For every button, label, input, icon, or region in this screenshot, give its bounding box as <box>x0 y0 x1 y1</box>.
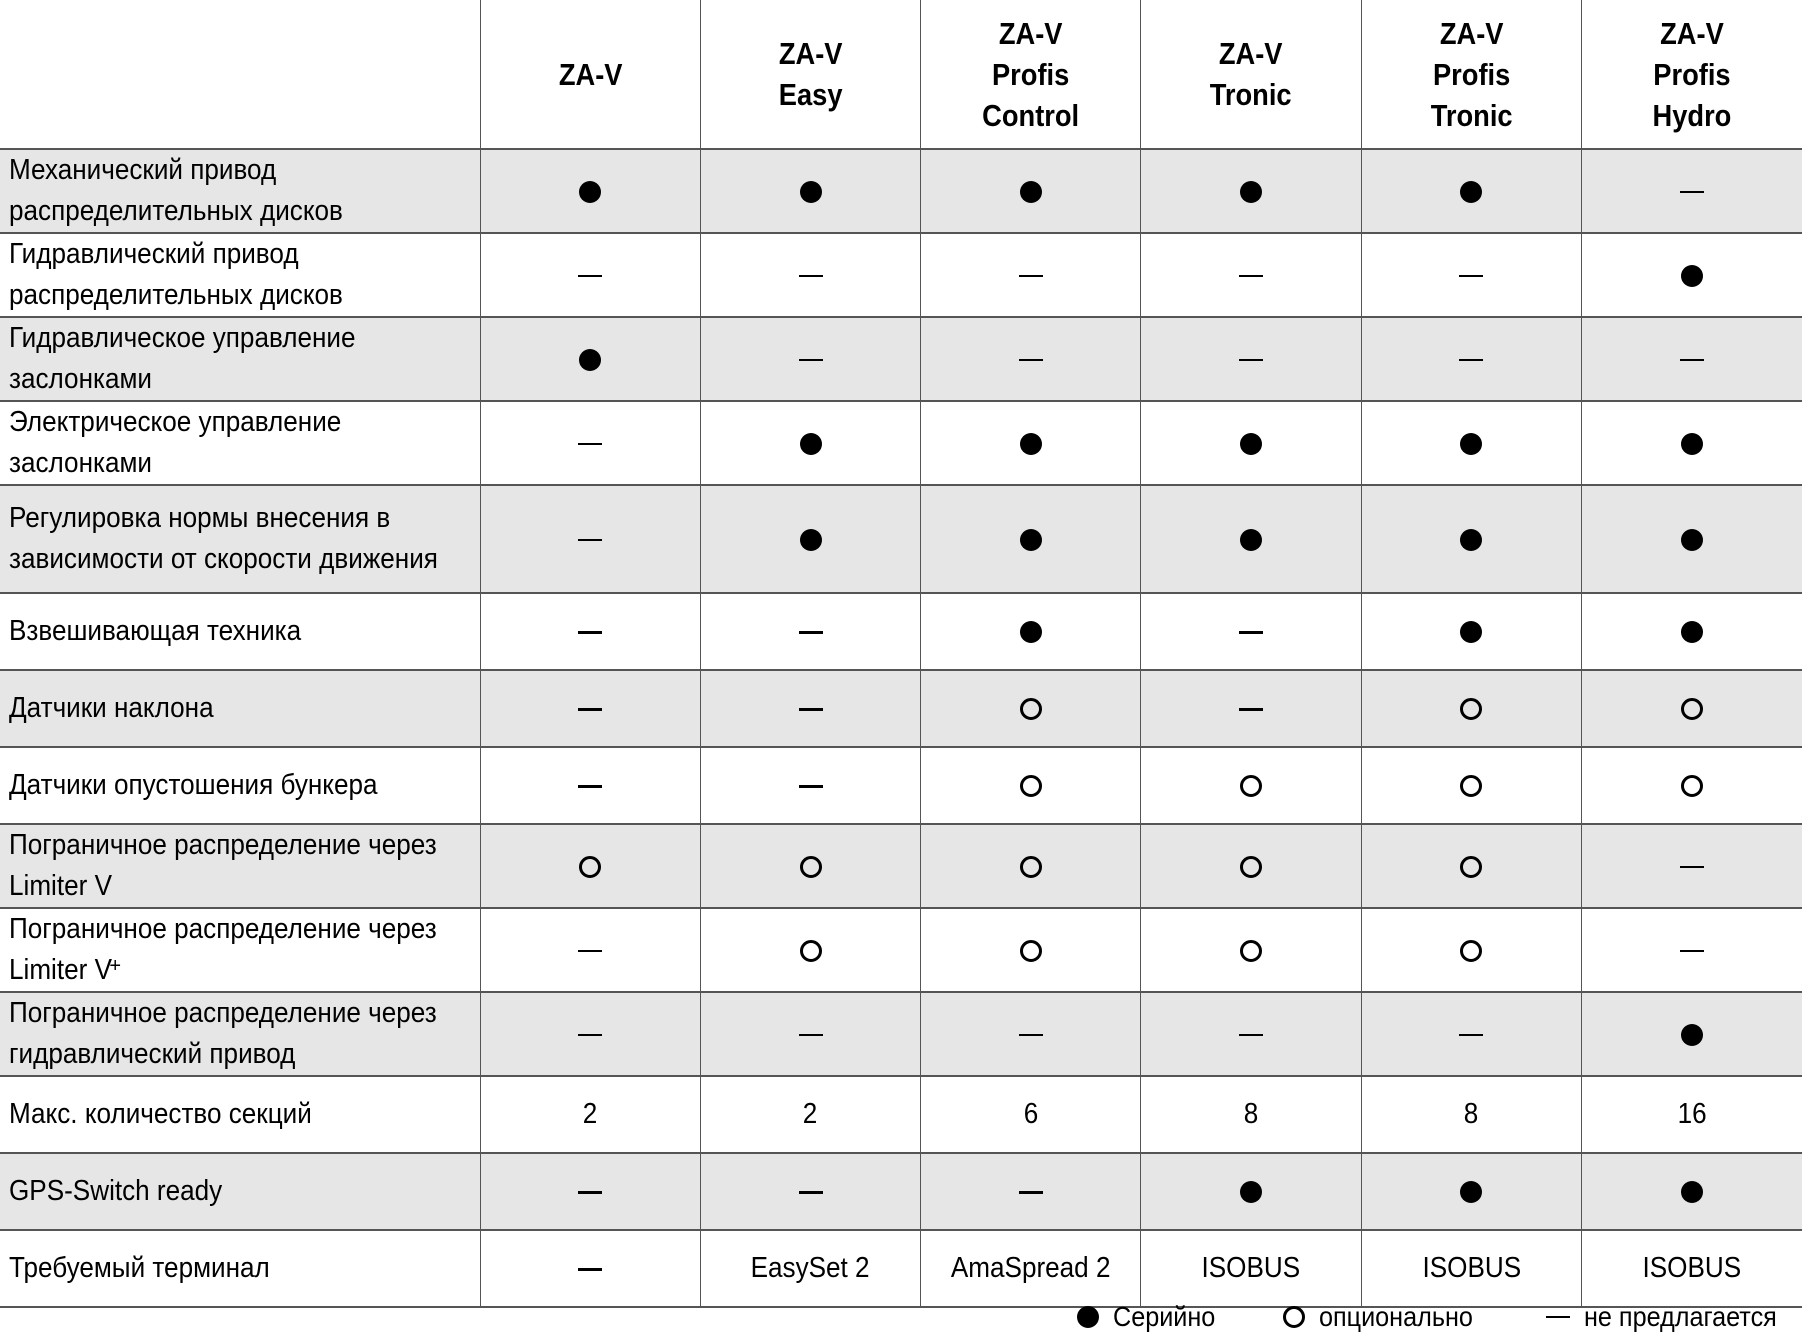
value-cell <box>1361 1153 1581 1230</box>
table-row <box>0 908 1802 992</box>
value-cell <box>1141 908 1361 992</box>
filled-dot-icon <box>579 349 601 371</box>
value-cell <box>480 1230 700 1307</box>
dash-icon <box>578 708 602 711</box>
table-row <box>0 317 1802 401</box>
dash-icon <box>799 1191 823 1194</box>
filled-dot-icon <box>1681 621 1703 643</box>
dash-icon <box>578 539 602 542</box>
legend-not-offered <box>1546 1301 1798 1333</box>
open-circle-icon <box>1020 940 1042 962</box>
open-circle-icon <box>1240 775 1262 797</box>
model-header-line: ZA-V <box>778 36 843 71</box>
open-circle-icon <box>1283 1306 1305 1328</box>
filled-dot-icon <box>800 433 822 455</box>
value-cell <box>700 593 920 670</box>
table-row <box>0 1153 1802 1230</box>
model-header-line: ZA-V <box>1660 15 1724 51</box>
value-cell <box>1361 233 1581 317</box>
value-cell <box>1361 824 1581 908</box>
value-text: EasySet 2 <box>751 1252 870 1284</box>
open-circle-icon <box>579 856 601 878</box>
open-circle-icon <box>1240 856 1262 878</box>
value-cell <box>480 593 700 670</box>
dash-icon <box>578 1268 602 1271</box>
value-cell <box>1141 1230 1361 1307</box>
legend-optional <box>1283 1301 1490 1333</box>
value-cell <box>1141 401 1361 485</box>
value-cell <box>1361 1076 1581 1153</box>
filled-dot-icon <box>1460 433 1482 455</box>
value-cell <box>921 670 1141 747</box>
value-cell <box>1141 593 1361 670</box>
value-cell <box>1582 670 1802 747</box>
open-circle-icon <box>800 856 822 878</box>
value-cell <box>1361 317 1581 401</box>
value-cell <box>921 1230 1141 1307</box>
filled-dot-icon <box>1020 529 1042 551</box>
value-cell <box>1141 992 1361 1076</box>
value-text: 16 <box>1677 1098 1707 1130</box>
dash-icon <box>578 275 602 278</box>
dash-icon <box>578 1191 602 1194</box>
feature-label-superscript: + <box>109 955 122 977</box>
feature-label <box>0 149 480 233</box>
value-cell <box>921 908 1141 992</box>
dash-icon <box>799 359 823 362</box>
feature-label-line: Макс. количество секций <box>9 1098 312 1130</box>
model-header-line: ZA-V <box>1439 15 1504 51</box>
value-cell <box>1582 401 1802 485</box>
value-cell <box>921 1076 1141 1153</box>
feature-label-line: Пограничное распределение через <box>9 997 437 1029</box>
dash-icon <box>1680 866 1704 869</box>
feature-label <box>0 1153 480 1230</box>
filled-dot-icon <box>1240 529 1262 551</box>
model-header <box>1361 0 1581 149</box>
feature-label <box>0 233 480 317</box>
model-header-line: Profis <box>992 56 1070 92</box>
dash-icon <box>1019 1191 1043 1194</box>
value-cell <box>700 1153 920 1230</box>
dash-icon <box>1459 275 1483 278</box>
value-cell <box>1141 317 1361 401</box>
dash-icon <box>578 785 602 788</box>
value-cell <box>700 485 920 593</box>
value-cell <box>1361 485 1581 593</box>
value-cell <box>480 233 700 317</box>
dash-icon <box>799 785 823 788</box>
dash-icon <box>1019 1034 1043 1037</box>
dash-icon <box>578 443 602 446</box>
value-cell <box>921 593 1141 670</box>
dash-icon <box>799 631 823 634</box>
dash-icon <box>1680 359 1704 362</box>
open-circle-icon <box>1681 775 1703 797</box>
filled-dot-icon <box>1020 181 1042 203</box>
value-cell <box>1582 317 1802 401</box>
model-header <box>700 0 920 149</box>
open-circle-icon <box>800 940 822 962</box>
value-cell <box>1141 670 1361 747</box>
table-row <box>0 824 1802 908</box>
feature-label <box>0 485 480 593</box>
dash-icon <box>799 708 823 711</box>
dash-icon <box>1239 275 1263 278</box>
value-cell <box>480 149 700 233</box>
model-header-line: Control <box>982 97 1080 133</box>
feature-label-line: Электрическое управление <box>9 406 342 438</box>
open-circle-icon <box>1460 856 1482 878</box>
value-cell <box>921 317 1141 401</box>
value-cell <box>1141 149 1361 233</box>
open-circle-icon <box>1460 940 1482 962</box>
filled-dot-icon <box>1240 181 1262 203</box>
value-cell <box>480 1076 700 1153</box>
dash-icon <box>1239 631 1263 634</box>
corner-cell <box>0 0 480 149</box>
value-cell <box>1582 1153 1802 1230</box>
value-cell <box>1361 1230 1581 1307</box>
dash-icon <box>578 631 602 634</box>
value-cell <box>921 747 1141 824</box>
feature-label <box>0 747 480 824</box>
feature-label-line: Механический привод <box>9 154 277 186</box>
value-text: ISOBUS <box>1422 1252 1521 1284</box>
value-cell <box>700 233 920 317</box>
model-header <box>1141 0 1361 149</box>
value-cell <box>1141 485 1361 593</box>
value-cell <box>1582 824 1802 908</box>
value-cell <box>921 992 1141 1076</box>
filled-dot-icon <box>1240 1181 1262 1203</box>
model-header-line: ZA-V <box>998 15 1063 51</box>
dash-icon <box>1546 1316 1570 1319</box>
feature-label-line: заслонками <box>9 447 153 479</box>
open-circle-icon <box>1240 940 1262 962</box>
feature-label-line: Пограничное распределение через <box>9 829 437 861</box>
filled-dot-icon <box>1681 433 1703 455</box>
table-row <box>0 593 1802 670</box>
value-cell <box>700 317 920 401</box>
value-cell <box>700 670 920 747</box>
value-cell <box>921 401 1141 485</box>
value-cell <box>480 824 700 908</box>
value-text: 8 <box>1243 1098 1259 1130</box>
feature-label-line: распределительных дисков <box>9 195 343 227</box>
legend-standard <box>1077 1301 1227 1333</box>
value-cell <box>1141 747 1361 824</box>
value-cell <box>480 1153 700 1230</box>
feature-label-line: Пограничное распределение через <box>9 913 437 945</box>
feature-label <box>0 1230 480 1307</box>
feature-label-line: Регулировка нормы внесения в <box>9 502 391 534</box>
model-header <box>1582 0 1802 149</box>
filled-dot-icon <box>800 529 822 551</box>
value-cell <box>1361 670 1581 747</box>
feature-label-line: Взвешивающая техника <box>9 615 302 647</box>
table-row <box>0 149 1802 233</box>
dash-icon <box>578 950 602 953</box>
feature-label-line: Limiter V <box>9 870 112 902</box>
table-row <box>0 233 1802 317</box>
model-header-line: Hydro <box>1652 97 1732 133</box>
table-row <box>0 485 1802 593</box>
value-cell <box>1141 1153 1361 1230</box>
feature-label <box>0 992 480 1076</box>
feature-label <box>0 317 480 401</box>
dash-icon <box>578 1034 602 1037</box>
value-cell <box>921 824 1141 908</box>
table-row <box>0 747 1802 824</box>
value-cell <box>480 747 700 824</box>
value-cell <box>700 149 920 233</box>
feature-label <box>0 670 480 747</box>
open-circle-icon <box>1460 775 1482 797</box>
value-cell <box>700 992 920 1076</box>
header-row <box>0 0 1802 149</box>
value-cell <box>1582 593 1802 670</box>
model-header-line: Tronic <box>1430 97 1513 133</box>
filled-dot-icon <box>1020 433 1042 455</box>
filled-dot-icon <box>579 181 601 203</box>
value-text: 2 <box>582 1098 598 1130</box>
filled-dot-icon <box>1460 181 1482 203</box>
value-text: AmaSpread 2 <box>951 1252 1111 1284</box>
model-header-line: Profis <box>1653 56 1731 92</box>
value-cell <box>480 670 700 747</box>
dash-icon <box>1239 1034 1263 1037</box>
model-header <box>921 0 1141 149</box>
filled-dot-icon <box>1681 265 1703 287</box>
feature-label-line: Гидравлический привод <box>9 238 299 270</box>
open-circle-icon <box>1020 698 1042 720</box>
value-cell <box>700 1230 920 1307</box>
feature-label-line: заслонками <box>9 363 153 395</box>
value-cell <box>1141 1076 1361 1153</box>
value-text: 2 <box>803 1098 818 1130</box>
filled-dot-icon <box>1681 529 1703 551</box>
value-cell <box>1361 149 1581 233</box>
open-circle-icon <box>1460 698 1482 720</box>
value-cell <box>700 401 920 485</box>
value-cell <box>1582 992 1802 1076</box>
value-cell <box>480 401 700 485</box>
feature-label-line: Гидравлическое управление <box>9 322 356 354</box>
dash-icon <box>1680 950 1704 953</box>
model-header-line: Profis <box>1432 56 1511 92</box>
value-cell <box>921 149 1141 233</box>
value-cell <box>1141 233 1361 317</box>
feature-label <box>0 401 480 485</box>
value-cell <box>700 1076 920 1153</box>
filled-dot-icon <box>1077 1306 1099 1328</box>
value-cell <box>921 485 1141 593</box>
feature-label-line: зависимости от скорости движения <box>9 543 438 575</box>
feature-label-line: гидравлический привод <box>9 1038 296 1070</box>
table-row <box>0 401 1802 485</box>
feature-label-line: Требуемый терминал <box>9 1252 270 1284</box>
value-cell <box>1582 149 1802 233</box>
value-text: ISOBUS <box>1642 1252 1742 1284</box>
value-cell <box>1582 485 1802 593</box>
dash-icon <box>1019 275 1043 278</box>
legend <box>1021 1302 1798 1332</box>
value-cell <box>1582 747 1802 824</box>
filled-dot-icon <box>1460 1181 1482 1203</box>
model-header-line: ZA-V <box>1219 36 1283 71</box>
legend-standard-label: Серийно <box>1113 1301 1216 1332</box>
value-cell <box>1141 824 1361 908</box>
value-cell <box>1582 1076 1802 1153</box>
model-header-line: ZA-V <box>558 56 623 92</box>
filled-dot-icon <box>1020 621 1042 643</box>
value-cell <box>1582 908 1802 992</box>
open-circle-icon <box>1681 698 1703 720</box>
value-cell <box>1361 401 1581 485</box>
value-cell <box>700 908 920 992</box>
legend-not-offered-label: не предлагается <box>1583 1301 1777 1332</box>
table-row <box>0 1076 1802 1153</box>
open-circle-icon <box>1020 856 1042 878</box>
filled-dot-icon <box>800 181 822 203</box>
filled-dot-icon <box>1460 621 1482 643</box>
feature-label-line: Limiter V <box>9 954 112 986</box>
feature-label <box>0 908 480 992</box>
value-text: ISOBUS <box>1201 1252 1301 1284</box>
feature-label <box>0 593 480 670</box>
feature-label-line: Датчики наклона <box>9 692 214 724</box>
value-text: 6 <box>1023 1098 1039 1130</box>
value-cell <box>1361 747 1581 824</box>
value-cell <box>700 824 920 908</box>
value-text: 8 <box>1464 1098 1479 1130</box>
open-circle-icon <box>1020 775 1042 797</box>
filled-dot-icon <box>1460 529 1482 551</box>
filled-dot-icon <box>1681 1024 1703 1046</box>
dash-icon <box>1680 191 1704 194</box>
value-cell <box>1582 233 1802 317</box>
model-header-line: Tronic <box>1210 77 1293 112</box>
dash-icon <box>1019 359 1043 362</box>
value-cell <box>480 908 700 992</box>
value-cell <box>700 747 920 824</box>
legend-optional-label: опционально <box>1318 1301 1473 1332</box>
model-header <box>480 0 700 149</box>
value-cell <box>480 992 700 1076</box>
feature-label-line: GPS-Switch ready <box>9 1175 223 1207</box>
filled-dot-icon <box>1240 433 1262 455</box>
feature-label <box>0 1076 480 1153</box>
table-row <box>0 1230 1802 1307</box>
feature-label-line: распределительных дисков <box>9 279 343 311</box>
dash-icon <box>1459 359 1483 362</box>
table-row <box>0 992 1802 1076</box>
table-row <box>0 670 1802 747</box>
value-cell <box>1361 908 1581 992</box>
value-cell <box>1582 1230 1802 1307</box>
dash-icon <box>1459 1034 1483 1037</box>
value-cell <box>921 1153 1141 1230</box>
model-header-line: Easy <box>778 77 843 112</box>
value-cell <box>480 485 700 593</box>
feature-label-line: Датчики опустошения бункера <box>9 769 378 801</box>
dash-icon <box>1239 708 1263 711</box>
filled-dot-icon <box>1681 1181 1703 1203</box>
dash-icon <box>1239 359 1263 362</box>
dash-icon <box>799 275 823 278</box>
feature-label <box>0 824 480 908</box>
value-cell <box>480 317 700 401</box>
value-cell <box>921 233 1141 317</box>
value-cell <box>1361 992 1581 1076</box>
dash-icon <box>799 1034 823 1037</box>
value-cell <box>1361 593 1581 670</box>
